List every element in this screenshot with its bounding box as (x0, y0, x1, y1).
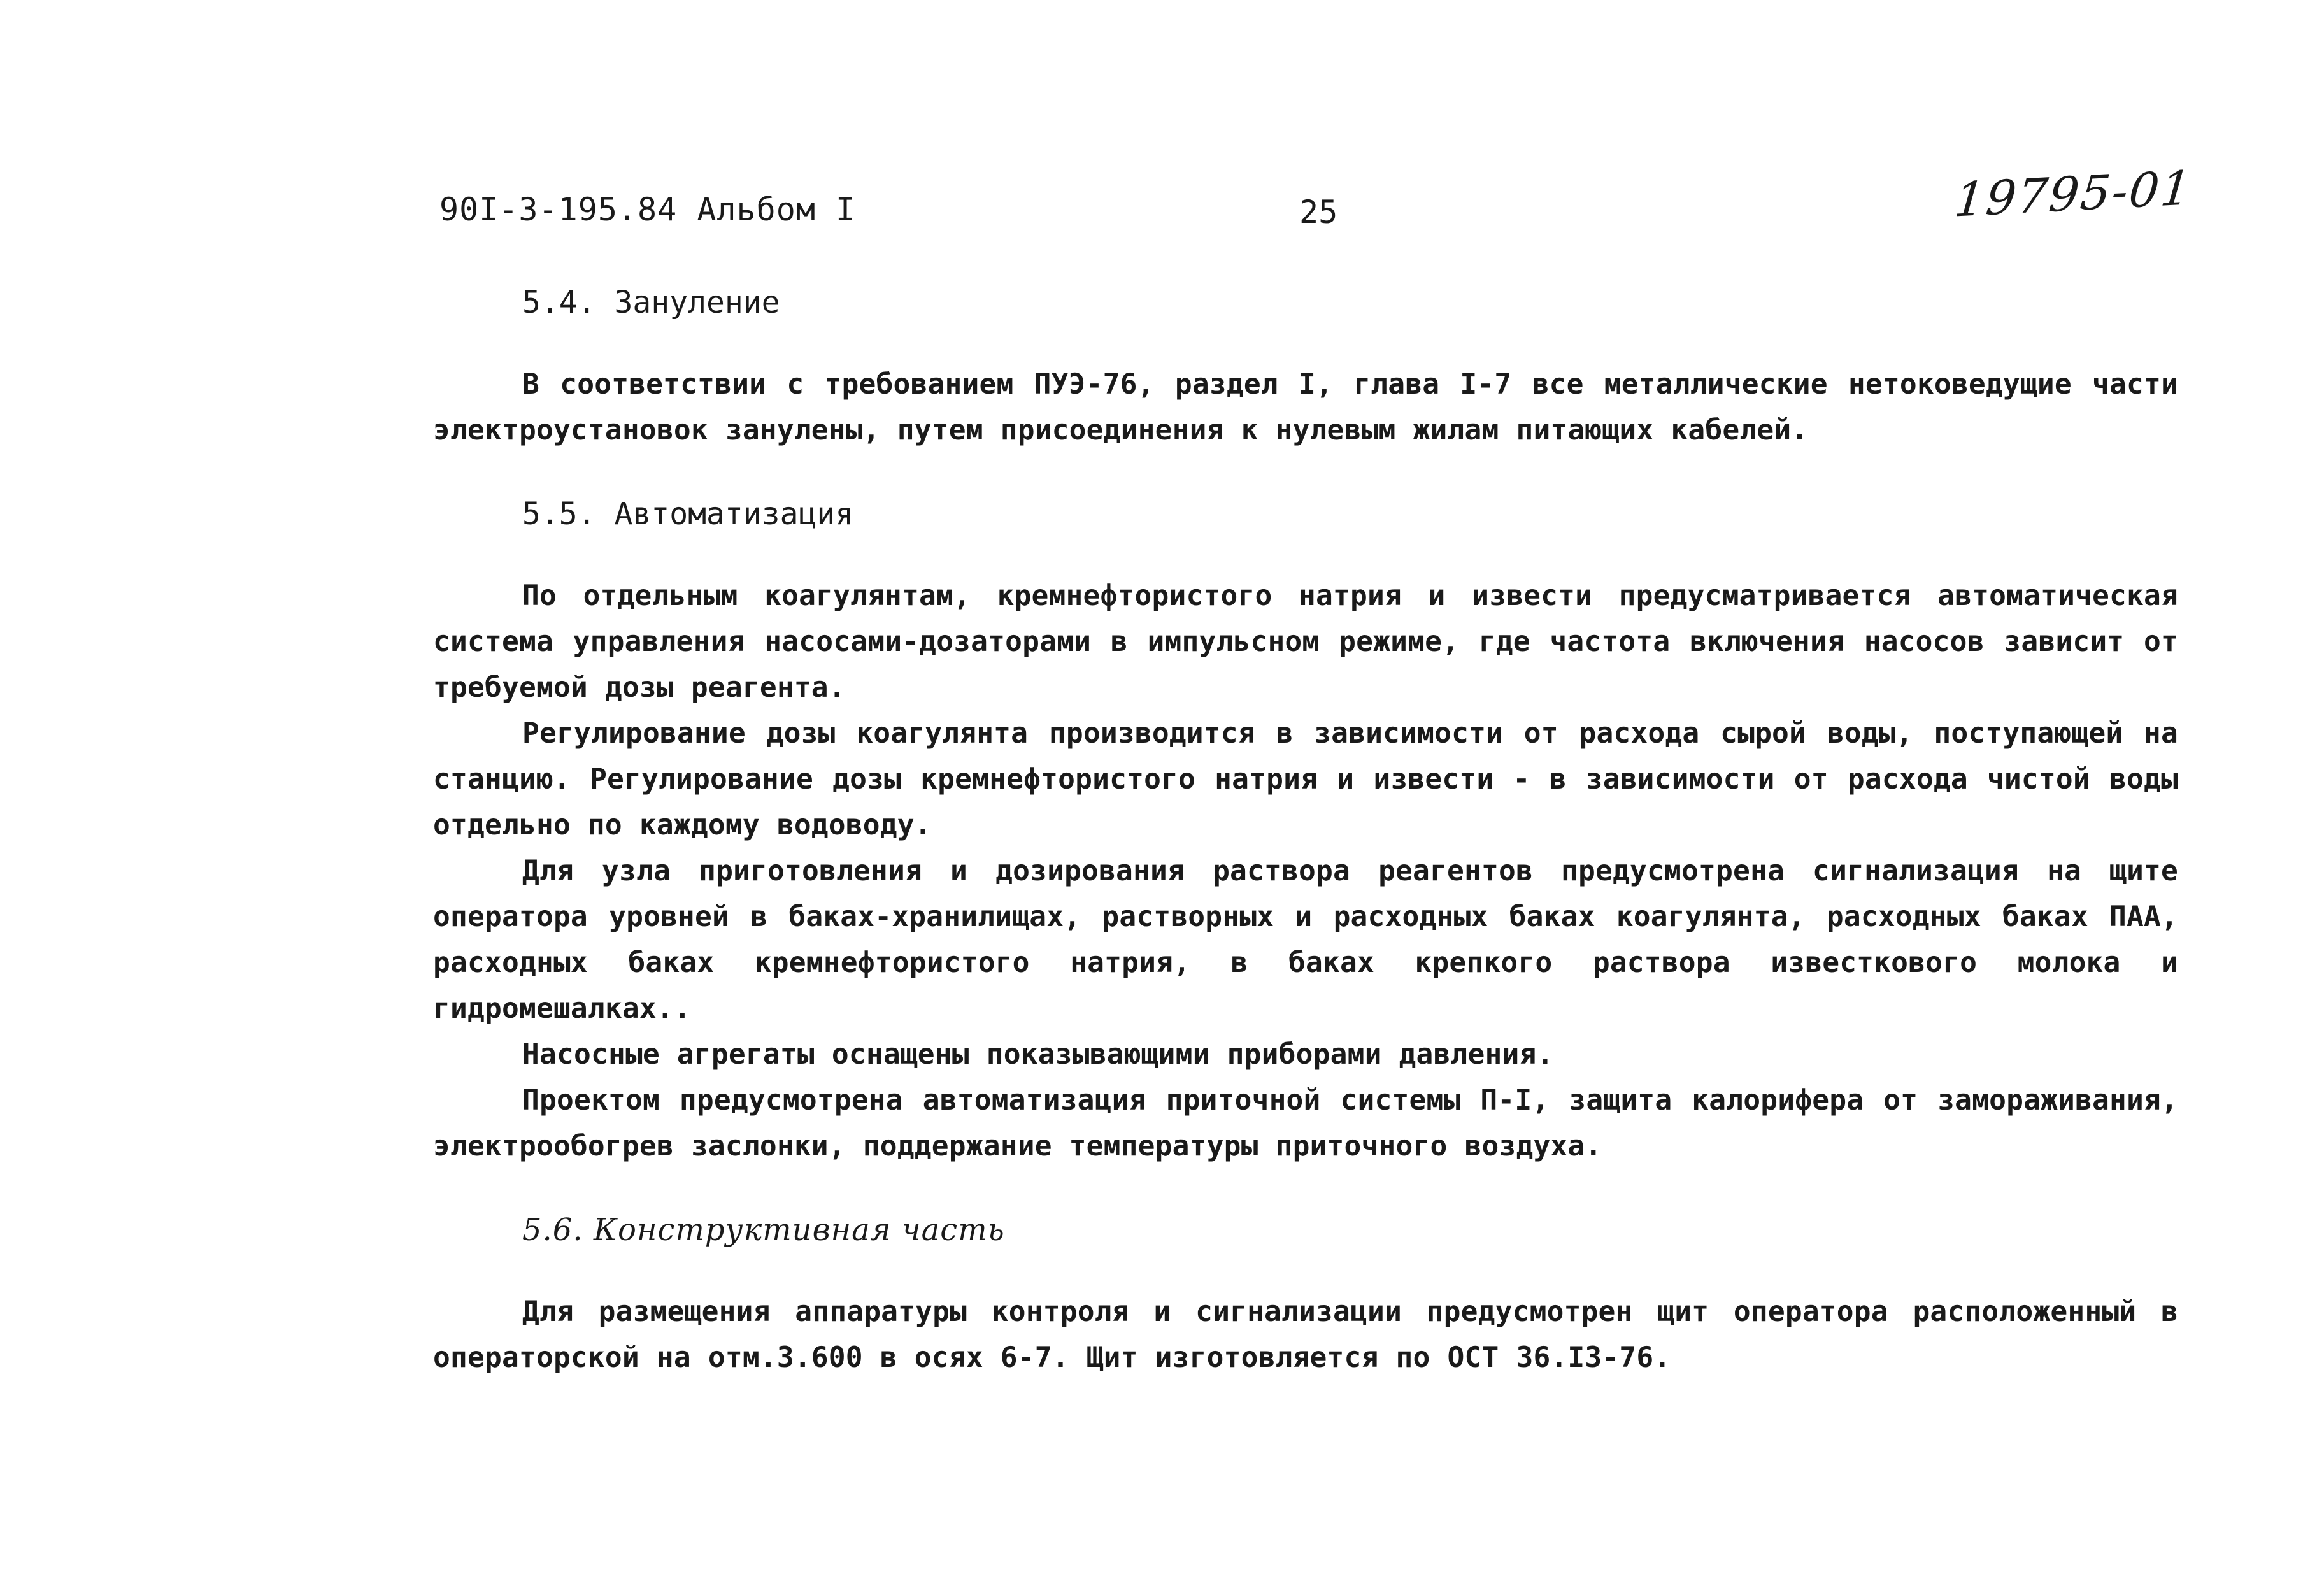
handwritten-archive-number: 19795-01 (1952, 161, 2195, 228)
paragraph: Для размещения аппаратуры контроля и сигнализации предусмотрен щит оператора расположенный в операторской на отм.3.600 в осях 6-7. Щит изготовляется по ОСТ 36.I3-76. (433, 1296, 2178, 1374)
paragraph: По отдельным коагулянтам, кремнефтористого натрия и извести предусматривается автоматическая система управления насосами-дозаторами в импульсном режиме, где частота включения насосов зависит от требуемой дозы реагента. (433, 580, 2178, 704)
document-code: 90I-3-195.84 Альбом I (439, 191, 856, 228)
section-title-grounding: 5.4. Зануление (522, 285, 780, 320)
section-title-structural: 5.6. Конструктивная часть (522, 1212, 1005, 1248)
page-header (0, 161, 2324, 242)
paragraph: Регулирование дозы коагулянта производится в зависимости от расхода сырой воды, поступающей на станцию. Регулирование дозы кремнефтористого натрия и извести - в зависимости от расхода чистой воды отдельно по каждому водоводу. (433, 717, 2178, 841)
paragraph: В соответствии с требованием ПУЭ-76, раздел I, глава I-7 все металлические нетоковедущие части электроустановок занулены, путем присоединения к нулевым жилам питающих кабелей. (433, 368, 2178, 447)
paragraph: Для узла приготовления и дозирования раствора реагентов предусмотрена сигнализация на щите оператора уровней в баках-хранилищах, растворных и расходных баках коагулянта, расходных баках ПАА, расходных баках кремнефтористого натрия, в баках крепкого раствора известкового молока и гидромешалках.. (433, 855, 2178, 1025)
paragraph: Проектом предусмотрена автоматизация приточной системы П-I, защита калорифера от замораживания, электрообогрев заслонки, поддержание температуры приточного воздуха. (433, 1084, 2178, 1162)
document-body (433, 280, 2178, 1381)
page-number: 25 (1299, 194, 1338, 231)
section-title-automation: 5.5. Автоматизация (522, 496, 854, 532)
paragraph: Насосные агрегаты оснащены показывающими приборами давления. (522, 1038, 1554, 1071)
